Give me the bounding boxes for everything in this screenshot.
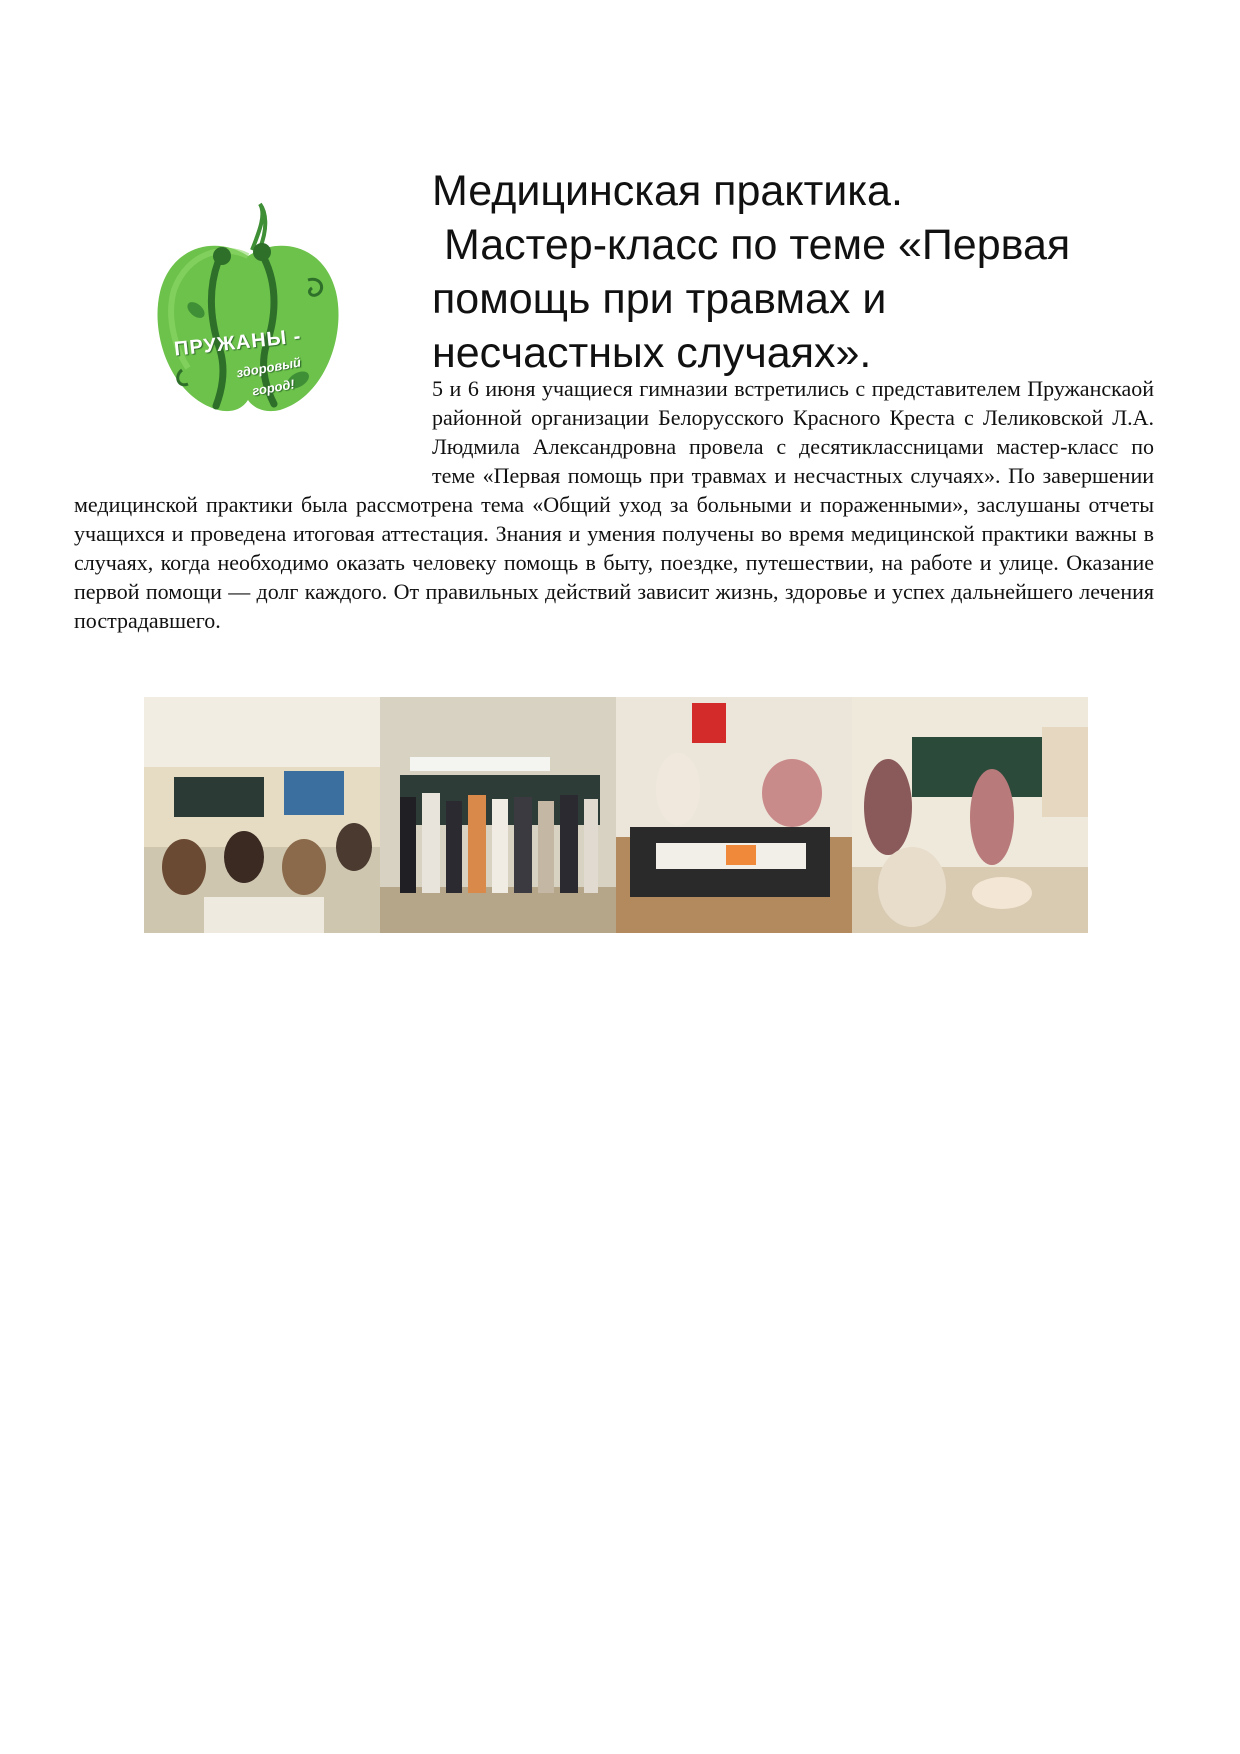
page-title	[432, 164, 1152, 380]
logo-city-name: ПРУЖАНЫ -	[173, 325, 303, 361]
logo-spacer	[74, 374, 432, 490]
article-body	[74, 374, 1154, 635]
title-line-3: помощь при травмах и	[432, 275, 887, 323]
photo-classroom	[144, 697, 380, 933]
photo-group	[380, 697, 616, 933]
title-line-1: Медицинская практика.	[432, 167, 903, 215]
logo-slogan-1: здоровый	[235, 354, 303, 381]
article-paragraph: 5 и 6 июня учащиеся гимназии встретились с представителем Пружанскаой районной организации Белорусского Красного Креста с Леликовской Л.А. Людмила Александровна провела с десятиклассницами мастер-класс по теме «Первая помощь при травмах и несчастных случаях». По завершении медицинской практики была рассмотрена тема «Общий уход за больными и пораженными», заслушаны отчеты учащихся и проведена итоговая аттестация. Знания и умения получены во время медицинской практики важны в случаях, когда необходимо оказать человеку помощь в быту, поездке, путешествии, на работе и улице. Оказание первой помощи — долг каждого. От правильных действий зависит жизнь, здоровье и успех дальнейшего лечения пострадавшего.	[74, 376, 1154, 633]
title-line-4: несчастных случаях».	[432, 329, 872, 377]
photo-strip	[144, 697, 1088, 933]
photo-first-aid-practice	[616, 697, 852, 933]
title-line-2: Мастер-класс по теме «Первая	[432, 221, 1071, 269]
logo-slogan-2: город!	[251, 376, 296, 399]
photo-cpr-training	[852, 697, 1088, 933]
